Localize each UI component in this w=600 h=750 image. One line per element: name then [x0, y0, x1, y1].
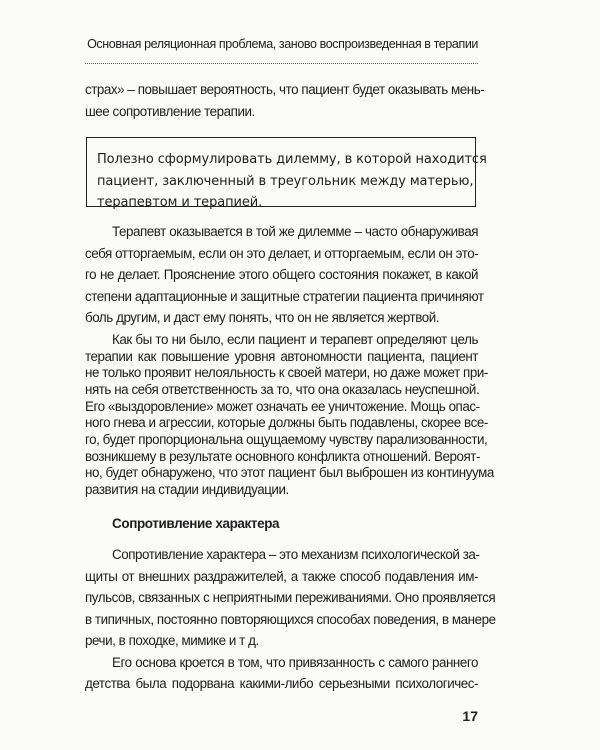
- callout-line: Полезно сформулировать дилемму, в которой находится: [97, 152, 487, 167]
- header-dotted-rule: [85, 63, 478, 64]
- text-line: развития на стадии индивидуации.: [85, 482, 289, 497]
- text-line: Сопротивление характера – это механизм психологической за-: [112, 547, 480, 562]
- text-line: себя отторгаемым, если он это делает, и отторгаемым, если он это-: [85, 246, 479, 261]
- callout-line: терапевтом и терапией.: [97, 195, 263, 210]
- text-line: в типичных, постоянно повторяющихся способах поведения, в манере: [85, 612, 496, 627]
- text-line: щиты от внешних раздражителей, а также способ подавления им-: [85, 569, 478, 584]
- text-line: пульсов, связанных с неприятными переживаниями. Оно проявляется: [85, 590, 496, 605]
- text-line: но, будет обнаружено, что этот пациент был выброшен из континуума: [85, 465, 494, 481]
- text-line: боль другим, и даст ему понять, что он не является жертвой.: [85, 310, 440, 325]
- text-line: го не делает. Прояснение этого общего состояния покажет, в какой: [85, 267, 478, 282]
- callout-line: пациент, заключенный в треугольник между матерью,: [97, 174, 474, 189]
- text-line: терапии как повышение уровня автономности пациента, пациент: [85, 348, 478, 364]
- text-line: речи, в походке, мимике и т д.: [85, 633, 259, 648]
- text-line: Как бы то ни было, если пациент и терапевт определяют цель: [112, 332, 478, 347]
- text-line: возникшему в результате основного конфликта отношений. Вероят-: [85, 448, 481, 464]
- text-line: нять на себя ответственность за то, что она оказалась неуспешной.: [85, 382, 480, 397]
- running-head: Основная реляционная проблема, заново воспроизведенная в терапии: [87, 37, 478, 51]
- text-line: Его основа кроется в том, что привязанность с самого раннего: [112, 655, 478, 670]
- section-heading: Сопротивление характера: [112, 516, 280, 531]
- text-line: ного гнева и агрессии, которые должны быть подавлены, скорее все-: [85, 415, 488, 431]
- text-line: шее сопротивление терапии.: [85, 104, 255, 119]
- text-line: степени адаптационные и защитные стратегии пациента причиняют: [85, 289, 484, 304]
- page-number: 17: [462, 708, 478, 724]
- text-line: не только проявит нелояльность к своей матери, но даже может при-: [85, 365, 488, 381]
- text-line: Терапевт оказывается в той же дилемме – часто обнаруживая: [112, 224, 478, 239]
- text-line: го, будет пропорциональна ощущаемому чувству парализованности,: [85, 432, 488, 447]
- text-line: Его «выздоровление» может означать ее уничтожение. Мощь опас-: [85, 398, 480, 414]
- text-line: детства была подорвана какими-либо серьезными психологичес-: [85, 676, 478, 691]
- text-line: страх» – повышает вероятность, что пациент будет оказывать мень-: [85, 82, 485, 97]
